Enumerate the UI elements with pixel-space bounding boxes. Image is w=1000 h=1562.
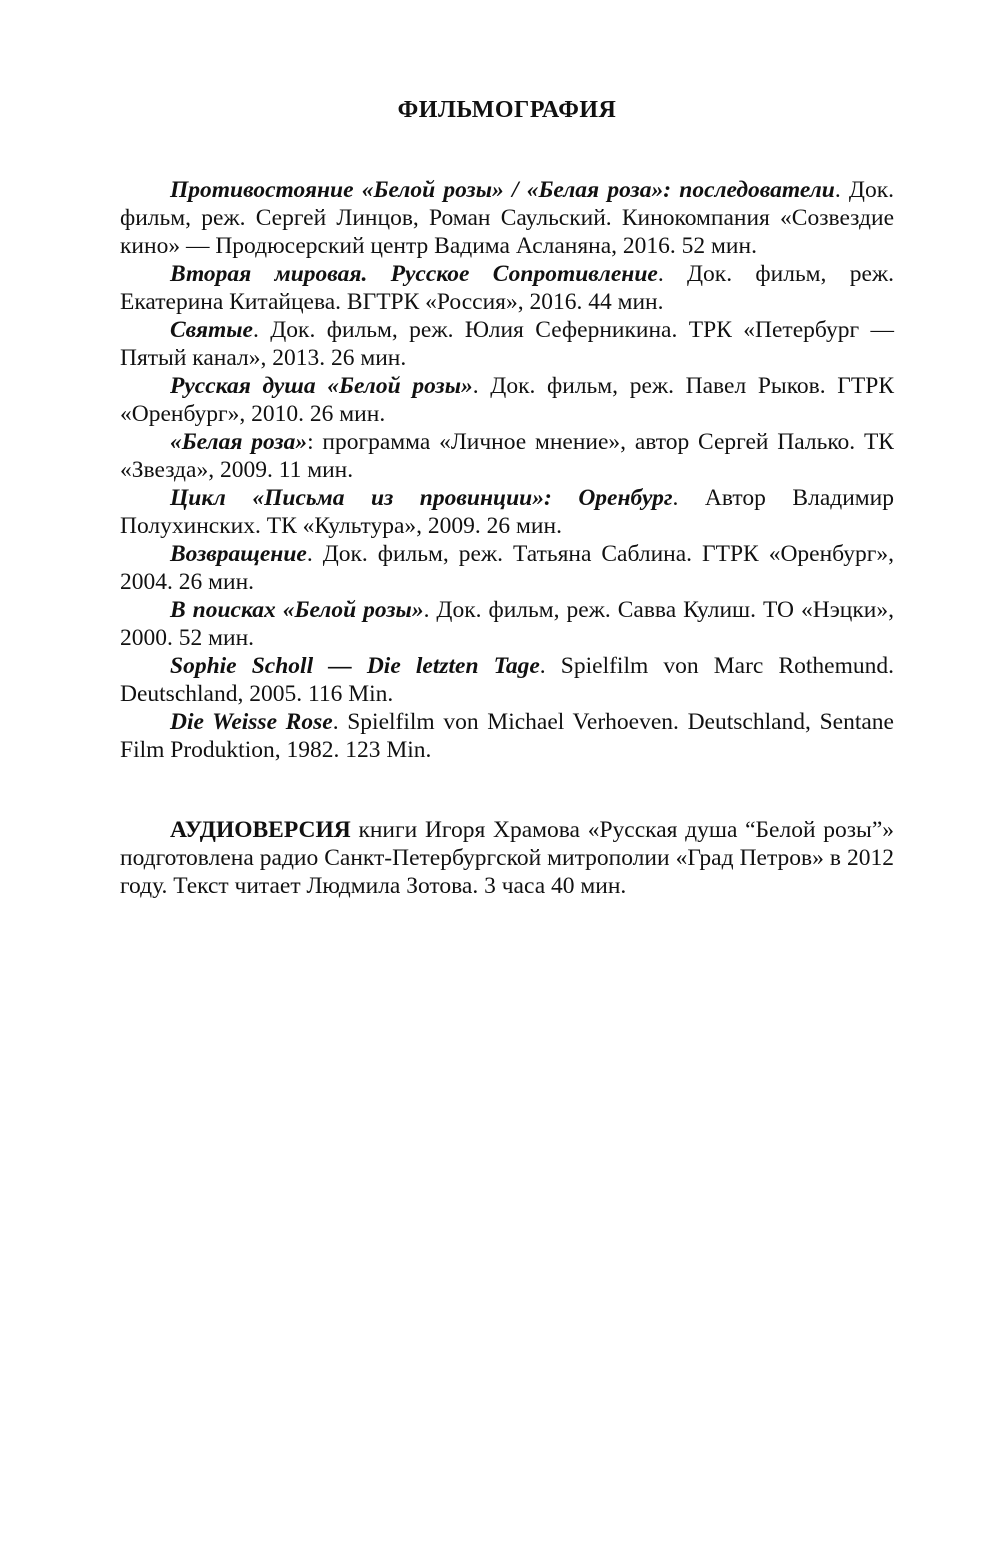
page (120, 94, 894, 924)
film-title: Sophie Scholl — Die letzten Tage (170, 653, 540, 679)
page-title: ФИЛЬМОГРАФИЯ (397, 97, 617, 123)
film-entry (120, 540, 894, 596)
film-title: Цикл «Письма из провинции»: Оренбург (170, 485, 673, 511)
film-entry (120, 176, 894, 260)
filmography-list (120, 176, 894, 764)
film-title: «Белая роза» (170, 429, 308, 455)
film-details: . Док. фильм, реж. Савва Кулиш. ТО «Нэцки», 2000. 52 мин. (120, 597, 894, 651)
film-entry (120, 372, 894, 428)
film-details: . Док. фильм, реж. Екатерина Китайцева. ВГТРК «Россия», 2016. 44 мин. (120, 261, 895, 315)
audio-version-text: книги Игоря Храмова «Русская душа “Белой розы”» подготовлена радио Санкт-Петербургской митрополии «Град Петров» в 2012 году. Текст читает Людмила Зотова. 3 часа 40 мин. (120, 817, 894, 899)
film-details: . Автор Владимир Полухинских. ТК «Культура», 2009. 26 мин. (120, 485, 894, 539)
film-details: . Док. фильм, реж. Татьяна Саблина. ГТРК «Оренбург», 2004. 26 мин. (120, 541, 894, 595)
film-title: Возвращение (170, 541, 307, 567)
film-details: : программа «Личное мнение», автор Сергей Палько. ТК «Звезда», 2009. 11 мин. (120, 429, 894, 483)
film-title: Святые (170, 317, 253, 343)
film-entry (120, 316, 894, 372)
film-entry (120, 428, 894, 484)
audio-version-note (120, 816, 894, 900)
film-details: . Док. фильм, реж. Павел Рыков. ГТРК «Оренбург», 2010. 26 мин. (120, 373, 894, 427)
film-entry (120, 260, 894, 316)
audio-version-label: АУДИОВЕРСИЯ (170, 817, 351, 843)
film-title: Противостояние «Белой розы» / «Белая роза»: последователи (170, 177, 835, 203)
film-details: . Док. фильм, реж. Юлия Сеферникина. ТРК «Петербург — Пятый канал», 2013. 26 мин. (120, 317, 894, 371)
film-details: . Spielfilm von Michael Verhoeven. Deutschland, Sentane Film Produktion, 1982. 123 Min. (120, 709, 894, 763)
film-entry (120, 484, 894, 540)
film-title: Русская душа «Белой розы» (170, 373, 473, 399)
film-title: Die Weisse Rose (170, 709, 333, 735)
film-entry (120, 708, 894, 764)
film-details: . Док. фильм, реж. Сергей Линцов, Роман Саульский. Кинокомпания «Созвездие кино» — Продюсерский центр Вадима Асланяна, 2016. 52 мин. (120, 177, 894, 259)
film-entry (120, 652, 894, 708)
film-title: В поисках «Белой розы» (170, 597, 424, 623)
film-title: Вторая мировая. Русское Сопротивление (170, 261, 658, 287)
film-entry (120, 596, 894, 652)
film-details: . Spielfilm von Marc Rothemund. Deutschland, 2005. 116 Min. (120, 653, 894, 707)
